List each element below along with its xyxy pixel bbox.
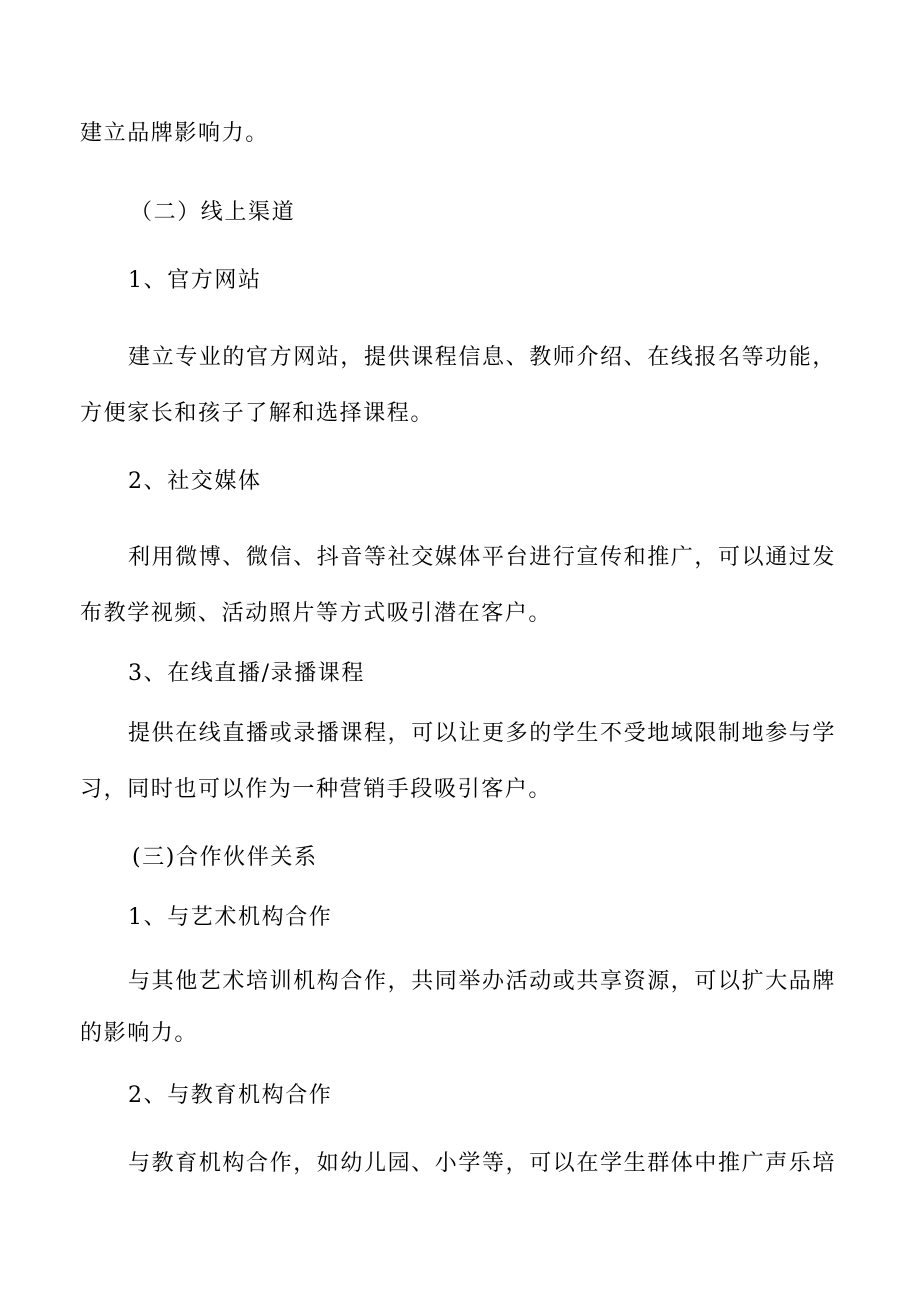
subheading-official-website: 1、官方网站 [128, 268, 262, 293]
section-heading-partnerships: (三)合作伙伴关系 [132, 845, 318, 870]
subheading-education-institutions: 2、与教育机构合作 [128, 1083, 333, 1108]
section-heading-online-channels: （二）线上渠道 [130, 200, 296, 225]
paragraph-line: 布教学视频、活动照片等方式吸引潜在客户。 [80, 601, 553, 626]
paragraph-line: 利用微博、微信、抖音等社交媒体平台进行宣传和推广，可以通过发 [128, 545, 837, 570]
subheading-art-institutions: 1、与艺术机构合作 [128, 905, 333, 930]
paragraph-line: 提供在线直播或录播课程，可以让更多的学生不受地域限制地参与学 [128, 721, 837, 746]
paragraph-line: 建立专业的官方网站，提供课程信息、教师介绍、在线报名等功能， [128, 345, 837, 370]
paragraph-line: 与其他艺术培训机构合作，共同举办活动或共享资源，可以扩大品牌 [128, 969, 837, 994]
paragraph-line: 方便家长和孩子了解和选择课程。 [80, 401, 435, 426]
paragraph-line: 建立品牌影响力。 [80, 121, 269, 146]
paragraph-line: 与教育机构合作，如幼儿园、小学等，可以在学生群体中推广声乐培 [128, 1151, 837, 1176]
subheading-social-media: 2、社交媒体 [128, 469, 262, 494]
subheading-online-courses: 3、在线直播/录播课程 [128, 661, 366, 686]
paragraph-line: 的影响力。 [80, 1021, 199, 1046]
paragraph-line: 习，同时也可以作为一种营销手段吸引客户。 [80, 777, 553, 802]
